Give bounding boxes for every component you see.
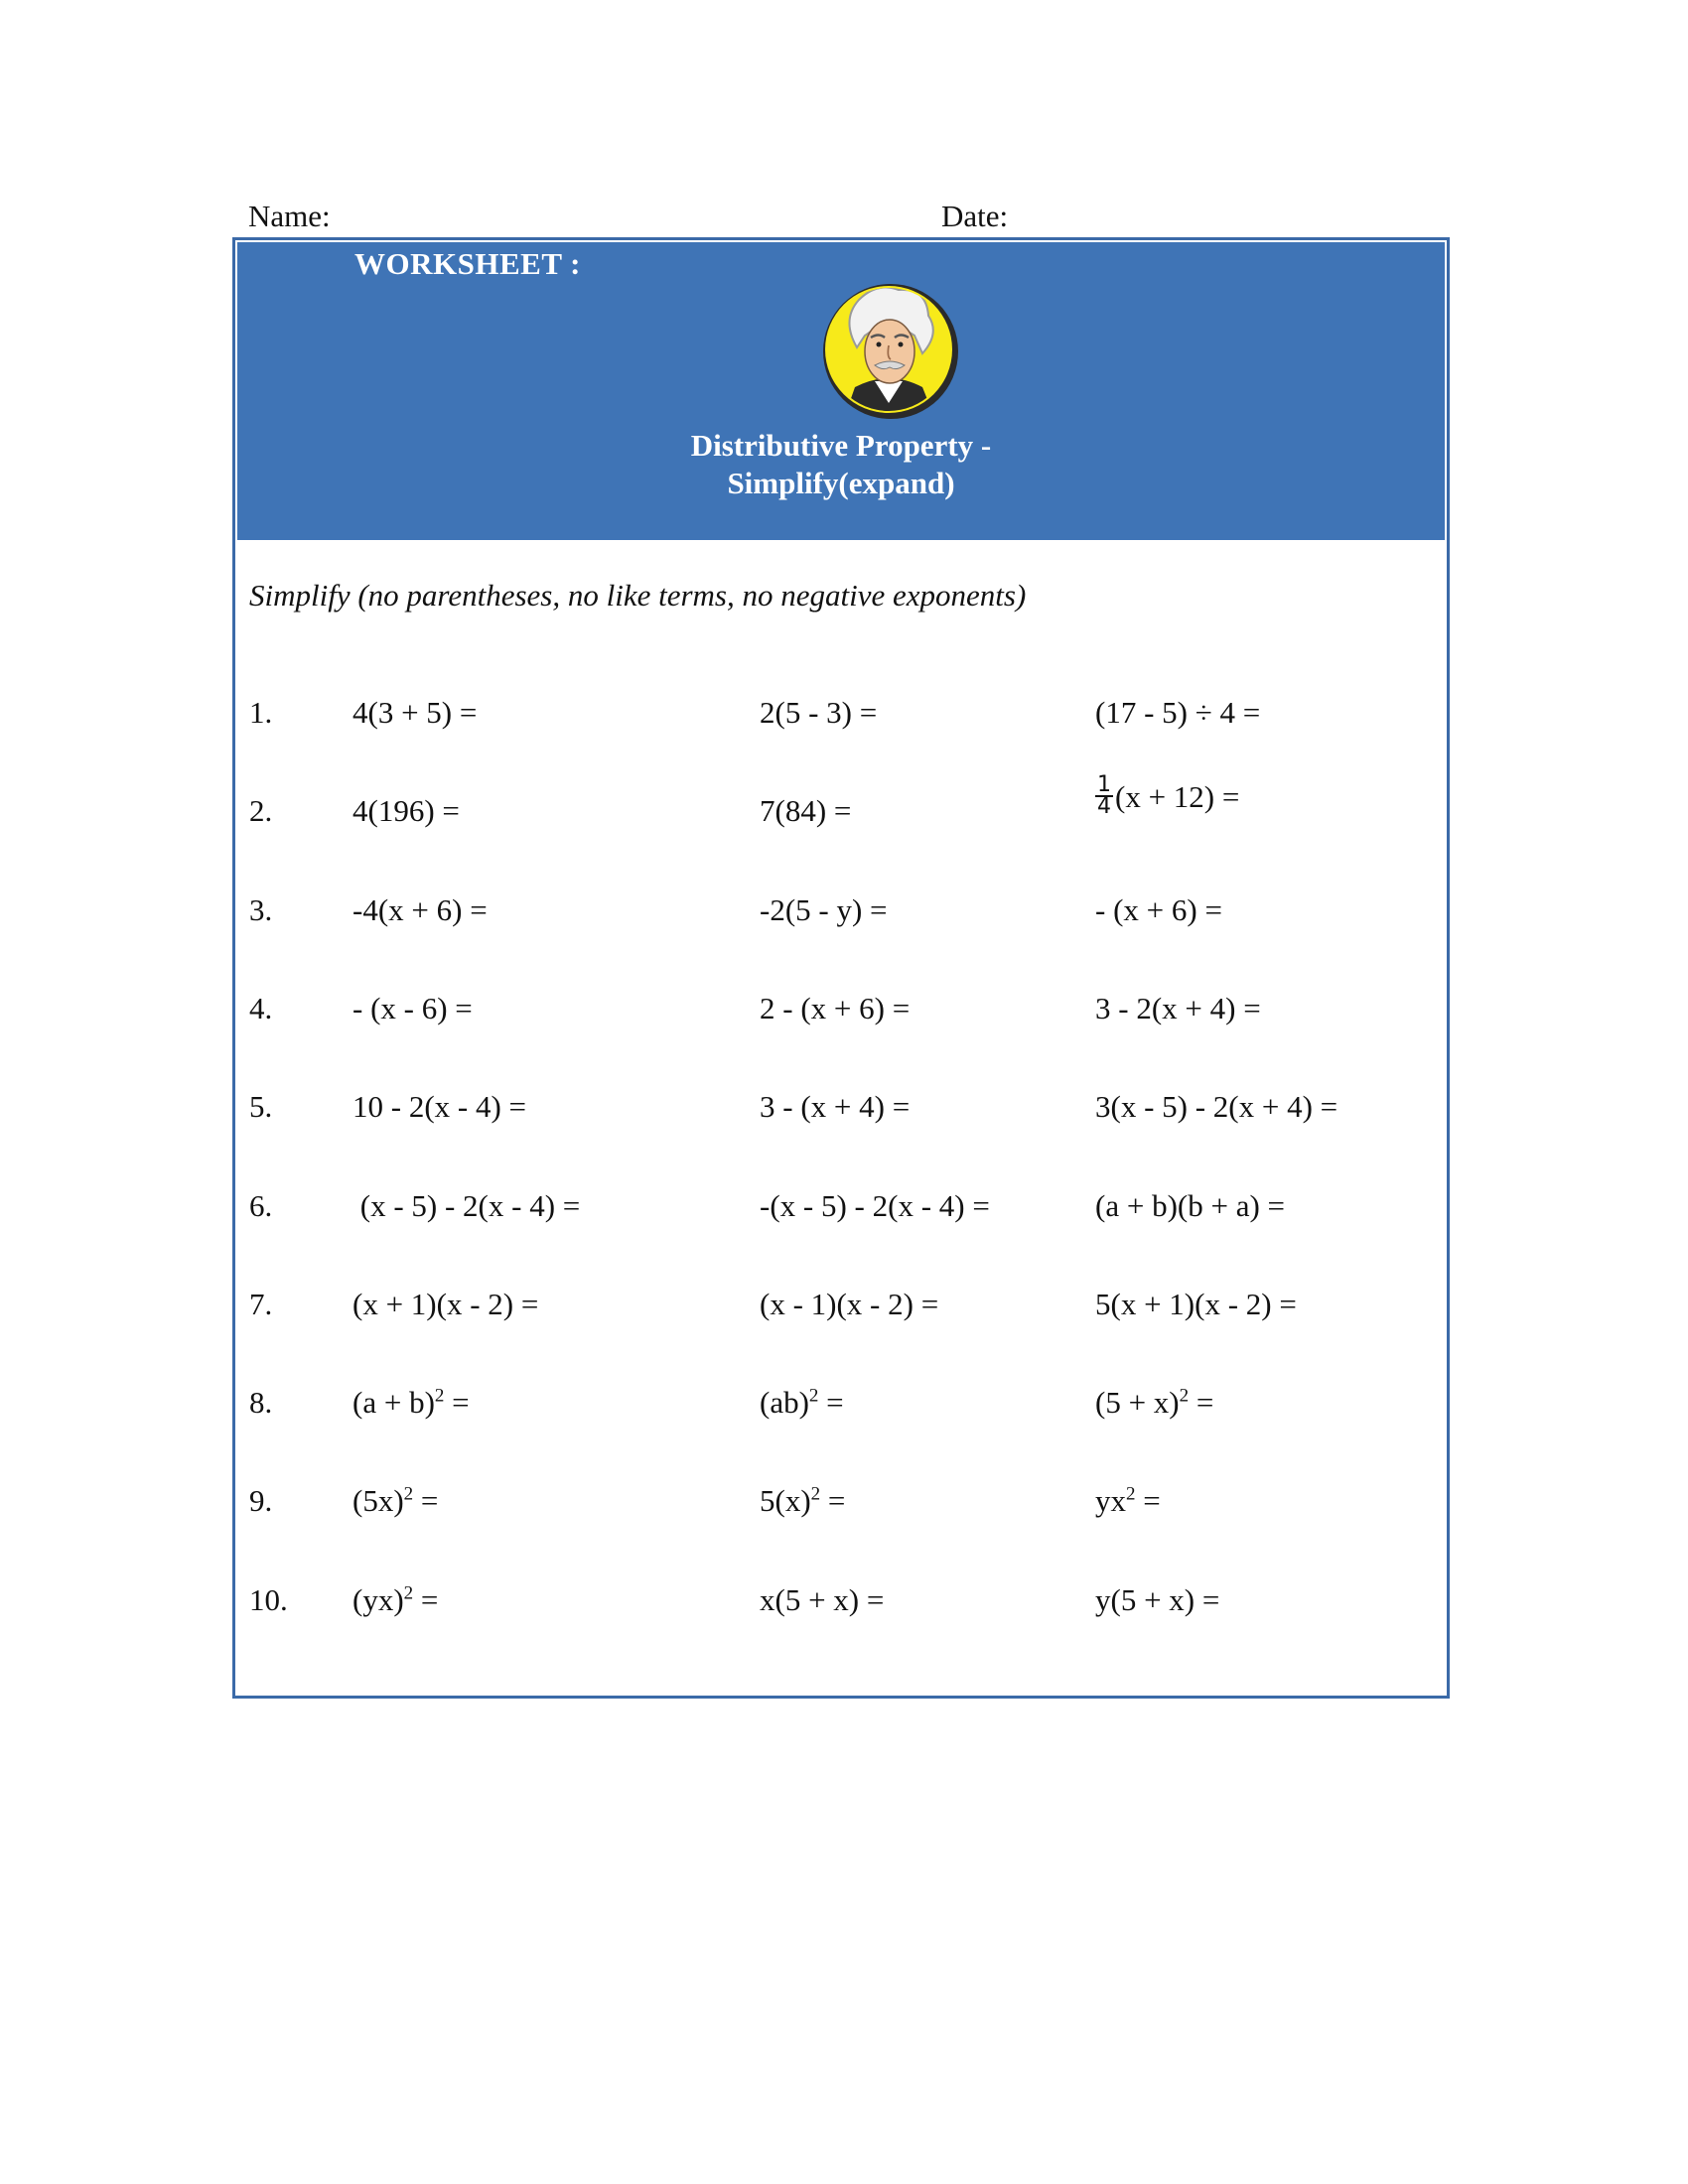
fraction-numerator: 1 <box>1097 772 1111 797</box>
fraction-denominator: 4 <box>1097 794 1111 819</box>
worksheet-banner <box>237 242 1445 540</box>
problem-expression: (x - 5) - 2(x - 4) = <box>352 1188 581 1223</box>
problem-expression: -4(x + 6) = <box>352 892 488 927</box>
problem-expression <box>1095 1385 1213 1421</box>
instructions: Simplify (no parentheses, no like terms, no negative exponents) <box>249 578 1027 613</box>
expression-tail: = <box>1135 1483 1161 1518</box>
problem-number: 6. <box>249 1188 273 1223</box>
exponent: 2 <box>1179 1385 1190 1407</box>
problem-expression <box>1095 1483 1161 1519</box>
worksheet-frame <box>232 237 1450 1699</box>
expression-tail: = <box>413 1483 439 1518</box>
expression-base: (a + b) <box>352 1385 435 1420</box>
date-label: Date: <box>941 199 1009 233</box>
problem-number: 9. <box>249 1483 273 1518</box>
subtitle-line-2: Simplify(expand) <box>727 466 955 500</box>
problem-expression: y(5 + x) = <box>1095 1582 1220 1617</box>
exponent: 2 <box>403 1483 414 1505</box>
problem-row <box>235 1582 1447 1642</box>
problem-expression: (x + 1)(x - 2) = <box>352 1287 539 1321</box>
expression-base: (ab) <box>760 1385 809 1420</box>
problem-number: 1. <box>249 695 273 730</box>
exponent: 2 <box>434 1385 445 1407</box>
worksheet-title: WORKSHEET : <box>354 246 582 281</box>
problem-expression: 3 - (x + 4) = <box>760 1089 911 1124</box>
problem-expression: 4(3 + 5) = <box>352 695 478 730</box>
problem-expression: 2(5 - 3) = <box>760 695 878 730</box>
problem-number: 2. <box>249 793 273 828</box>
expression-base: yx <box>1095 1483 1126 1518</box>
problem-row <box>235 1385 1447 1444</box>
problem-row <box>235 695 1447 754</box>
problem-row <box>235 991 1447 1050</box>
problem-row <box>235 1089 1447 1149</box>
expression-base: (yx) <box>352 1582 404 1617</box>
problem-expression <box>352 1582 438 1618</box>
problem-expression <box>352 1385 470 1421</box>
problem-expression <box>352 1483 438 1519</box>
problem-expression: (x - 1)(x - 2) = <box>760 1287 939 1321</box>
expression-tail: = <box>413 1582 439 1617</box>
problem-expression: 2 - (x + 6) = <box>760 991 911 1025</box>
expression-base: 5(x) <box>760 1483 811 1518</box>
problem-expression: - (x + 6) = <box>1095 892 1222 927</box>
problem-number: 10. <box>249 1582 288 1617</box>
expression-tail: = <box>820 1483 846 1518</box>
problem-expression: 10 - 2(x - 4) = <box>352 1089 527 1124</box>
problem-number: 5. <box>249 1089 273 1124</box>
problem-number: 8. <box>249 1385 273 1420</box>
problem-row <box>235 1188 1447 1248</box>
problem-expression: - (x - 6) = <box>352 991 473 1025</box>
problem-row <box>235 772 1447 853</box>
worksheet-subtitle <box>237 427 1445 502</box>
problem-expression: 4(196) = <box>352 793 460 828</box>
problem-expression: -(x - 5) - 2(x - 4) = <box>760 1188 990 1223</box>
problem-row <box>235 892 1447 952</box>
cartoon-scientist-portrait-icon <box>819 278 962 427</box>
problem-expression: 7(84) = <box>760 793 852 828</box>
problem-row <box>235 1483 1447 1543</box>
exponent: 2 <box>1126 1483 1136 1505</box>
problem-number: 3. <box>249 892 273 927</box>
problem-expression: 5(x + 1)(x - 2) = <box>1095 1287 1297 1321</box>
problem-expression: (17 - 5) ÷ 4 = <box>1095 695 1261 730</box>
expression-base: (5x) <box>352 1483 404 1518</box>
exponent: 2 <box>808 1385 819 1407</box>
expression-text: (x + 12) = <box>1115 779 1240 815</box>
exponent: 2 <box>403 1582 414 1604</box>
problem-expression <box>1095 772 1240 821</box>
problem-number: 4. <box>249 991 273 1025</box>
problem-expression: -2(5 - y) = <box>760 892 888 927</box>
fraction <box>1095 772 1113 819</box>
expression-tail: = <box>818 1385 844 1420</box>
exponent: 2 <box>810 1483 821 1505</box>
subtitle-line-1: Distributive Property - <box>690 428 992 463</box>
problem-expression <box>760 1385 844 1421</box>
problem-number: 7. <box>249 1287 273 1321</box>
expression-tail: = <box>1189 1385 1214 1420</box>
problem-expression: x(5 + x) = <box>760 1582 885 1617</box>
problem-expression: 3(x - 5) - 2(x + 4) = <box>1095 1089 1338 1124</box>
problem-expression <box>760 1483 845 1519</box>
problem-expression: 3 - 2(x + 4) = <box>1095 991 1261 1025</box>
expression-tail: = <box>444 1385 470 1420</box>
name-label: Name: <box>248 199 331 233</box>
problem-expression: (a + b)(b + a) = <box>1095 1188 1286 1223</box>
expression-base: (5 + x) <box>1095 1385 1180 1420</box>
problem-row <box>235 1287 1447 1346</box>
